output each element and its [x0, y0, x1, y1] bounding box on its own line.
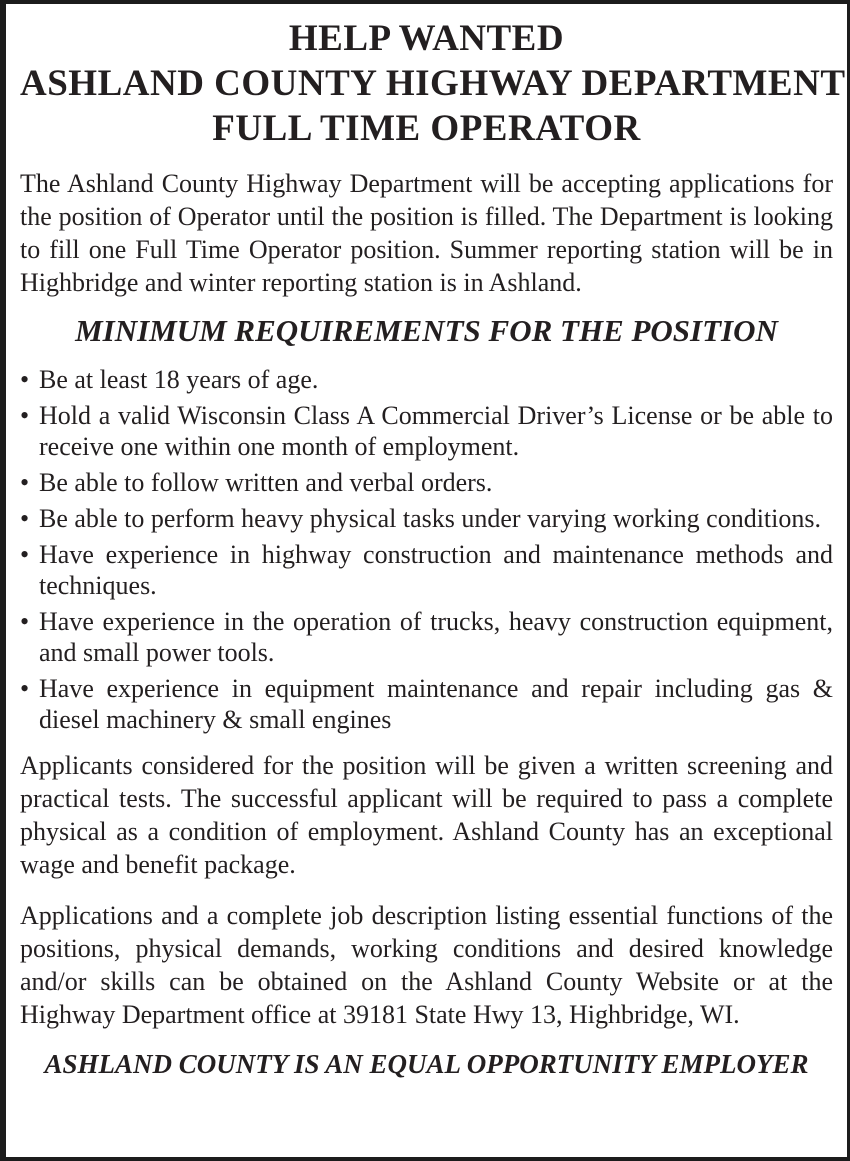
requirements-heading: MINIMUM REQUIREMENTS FOR THE POSITION: [75, 313, 778, 348]
requirement-item: [20, 539, 833, 601]
requirement-item: [20, 673, 833, 735]
requirements-list: [20, 364, 833, 735]
requirement-item: [20, 400, 833, 462]
bullet-marker: •: [20, 540, 30, 569]
requirement-item: [20, 503, 833, 534]
ad-title: [20, 16, 846, 151]
eoe-footer: ASHLAND COUNTY IS AN EQUAL OPPORTUNITY EMPLOYER: [44, 1049, 809, 1079]
ad-title-line-help-wanted: HELP WANTED: [288, 18, 565, 59]
requirement-text: Have experience in the operation of trucks, heavy construction equipment, and small power tools.: [39, 607, 833, 667]
bullet-marker: •: [20, 674, 30, 703]
requirement-text: Be able to perform heavy physical tasks under varying working conditions.: [39, 504, 821, 533]
screening-paragraph: Applicants considered for the position will be given a written screening and practical tests. The successful applicant will be required to pass a complete physical as a condition of employment. Ashland County has an exceptional wage and benefit package.: [20, 751, 833, 879]
requirement-item: [20, 467, 833, 498]
ad-title-line-position: FULL TIME OPERATOR: [212, 108, 641, 149]
requirement-item: [20, 606, 833, 668]
bullet-marker: •: [20, 468, 30, 497]
bullet-marker: •: [20, 365, 30, 394]
requirement-text: Have experience in highway construction and maintenance methods and techniques.: [39, 540, 833, 600]
intro-paragraph: The Ashland County Highway Department will be accepting applications for the position of Operator until the position is filled. The Department is looking to fill one Full Time Operator position. Summer reporting station will be in Highbridge and winter reporting station is in Ashland.: [20, 169, 833, 297]
applications-paragraph: Applications and a complete job description listing essential functions of the positions, physical demands, working conditions and desired knowledge and/or skills can be obtained on the Ashland County Website or at the Highway Department office at 39181 State Hwy 13, Highbridge, WI.: [20, 901, 833, 1029]
bullet-marker: •: [20, 504, 30, 533]
requirement-text: Be able to follow written and verbal orders.: [39, 468, 493, 497]
requirement-text: Hold a valid Wisconsin Class A Commercial Driver’s License or be able to receive one within one month of employment.: [39, 401, 833, 461]
requirement-text: Be at least 18 years of age.: [39, 365, 319, 394]
ad-title-line-department: ASHLAND COUNTY HIGHWAY DEPARTMENT: [20, 63, 846, 104]
bullet-marker: •: [20, 401, 30, 430]
requirement-item: [20, 364, 833, 395]
requirement-text: Have experience in equipment maintenance and repair including gas & diesel machinery & small engines: [39, 674, 833, 734]
bullet-marker: •: [20, 607, 30, 636]
